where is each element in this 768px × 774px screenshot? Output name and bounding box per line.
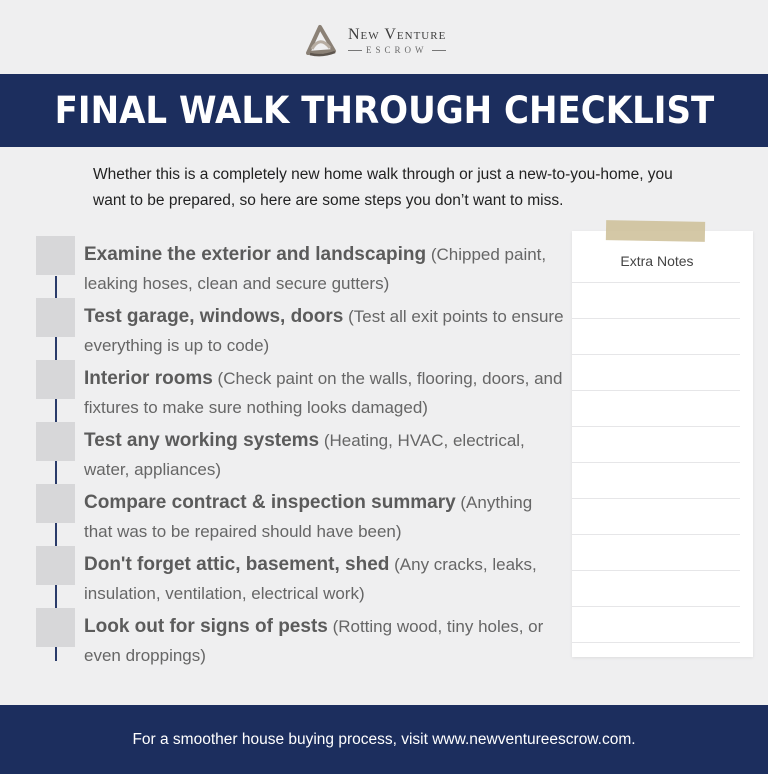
brand-subname: ESCROW <box>348 44 446 56</box>
checkbox[interactable] <box>36 298 75 337</box>
triangle-swirl-logo-icon <box>300 21 340 61</box>
intro-text: Whether this is a completely new home walk through or just a new-to-you-home, you want to be prepared, so here are some steps you don’t want to miss. <box>93 166 673 209</box>
checklist-item-detail: (Anything that was to be repaired should have been) <box>84 493 533 541</box>
note-line[interactable] <box>572 642 740 643</box>
brand-logo <box>300 20 446 62</box>
checklist-item-title: Don't forget attic, basement, shed <box>84 554 390 575</box>
note-line[interactable] <box>572 498 740 499</box>
checklist-item-detail: (Rotting wood, tiny holes, or even droppings) <box>84 617 544 665</box>
checklist-item-title: Look out for signs of pests <box>84 616 328 637</box>
checklist-item-detail: (Chipped paint, leaking hoses, clean and secure gutters) <box>84 245 547 293</box>
note-line[interactable] <box>572 282 740 283</box>
note-line[interactable] <box>572 354 740 355</box>
checklist-item-title: Interior rooms <box>84 368 213 389</box>
checklist-item-text <box>84 302 564 360</box>
checklist-item-text <box>84 488 564 546</box>
checklist-item-detail: (Check paint on the walls, flooring, doors, and fixtures to make sure nothing looks damaged) <box>84 369 563 417</box>
checklist-item-title: Compare contract & inspection summary <box>84 492 456 513</box>
extra-notes-card <box>572 231 753 657</box>
note-line[interactable] <box>572 426 740 427</box>
checklist-item-detail: (Any cracks, leaks, insulation, ventilation, electrical work) <box>84 555 537 603</box>
note-line[interactable] <box>572 318 740 319</box>
checkbox[interactable] <box>36 608 75 647</box>
note-line[interactable] <box>572 606 740 607</box>
checklist-item-title: Examine the exterior and landscaping <box>84 244 427 265</box>
brand-name: New Venture <box>348 26 447 43</box>
checkbox[interactable] <box>36 546 75 585</box>
note-line[interactable] <box>572 570 740 571</box>
checkbox[interactable] <box>36 236 75 275</box>
page-title: FINAL WALK THROUGH CHECKLIST <box>54 89 714 132</box>
tape-strip <box>606 220 705 242</box>
notes-title: Extra Notes <box>620 253 694 269</box>
footer-banner <box>0 705 768 774</box>
checklist-item-text <box>84 240 564 298</box>
checklist-item-text <box>84 426 564 484</box>
checklist-item-title: Test any working systems <box>84 430 320 451</box>
footer-text: For a smoother house buying process, visit www.newventureescrow.com. <box>132 730 636 748</box>
checkbox[interactable] <box>36 422 75 461</box>
checklist-item-text <box>84 364 564 422</box>
checklist-item-title: Test garage, windows, doors <box>84 306 344 327</box>
checkbox[interactable] <box>36 360 75 399</box>
note-line[interactable] <box>572 462 740 463</box>
note-line[interactable] <box>572 534 740 535</box>
checklist-item-detail: (Test all exit points to ensure everything is up to code) <box>84 307 564 355</box>
checklist-item-text <box>84 612 564 670</box>
checklist-item-text <box>84 550 564 608</box>
note-line[interactable] <box>572 390 740 391</box>
checkbox[interactable] <box>36 484 75 523</box>
checklist-item-detail: (Heating, HVAC, electrical, water, appliances) <box>84 431 525 479</box>
title-banner <box>0 74 768 147</box>
